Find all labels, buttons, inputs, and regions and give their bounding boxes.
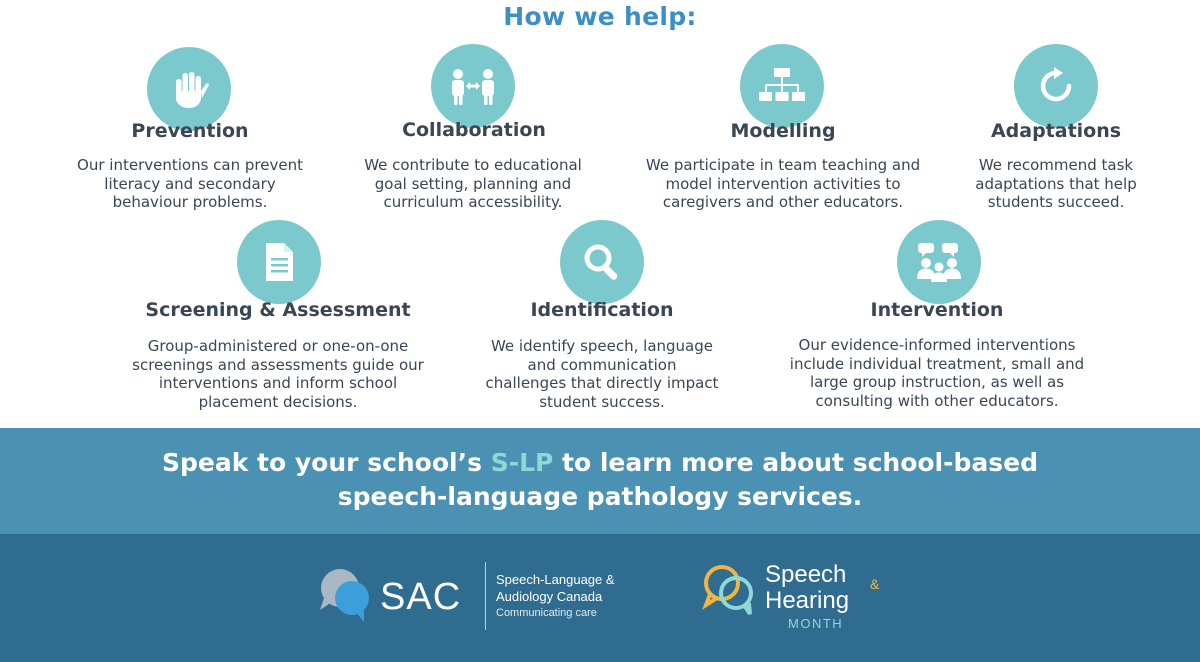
footer-divider	[485, 562, 486, 630]
service-description	[338, 156, 608, 212]
org-chart-icon	[759, 67, 805, 105]
sac-logo-icon	[318, 566, 376, 624]
description-line: student success.	[539, 392, 665, 411]
description-line: large group instruction, as well as	[809, 373, 1065, 391]
month-title-hearing: Hearing	[765, 587, 850, 614]
cta-text: Speak to your school’s	[162, 448, 491, 477]
description-line: model intervention activities to	[665, 174, 901, 193]
description-line: consulting with other educators.	[815, 391, 1059, 410]
description-line: behaviour problems.	[112, 193, 268, 211]
magnifier-icon	[581, 241, 623, 283]
slp-highlight: S-LP	[490, 448, 554, 477]
description-line: Our evidence-informed interventions	[798, 336, 1076, 354]
description-line: We participate in team teaching and	[645, 156, 921, 174]
service-title: Collaboration	[402, 119, 546, 141]
service-description	[762, 336, 1112, 410]
description-line: challenges that directly impact	[485, 374, 719, 392]
service-title: Identification	[530, 299, 674, 321]
service-title: Intervention	[870, 299, 1004, 321]
org-line: Speech-Language &	[496, 572, 615, 587]
description-line: curriculum accessibility.	[383, 193, 563, 211]
description-line: and communication	[527, 355, 677, 374]
month-title-speech: Speech	[765, 561, 847, 588]
description-line: caregivers and other educators.	[662, 193, 904, 211]
prevention-circle	[147, 47, 231, 131]
screening-circle	[237, 220, 321, 304]
description-line: students succeed.	[987, 193, 1125, 211]
people-exchange-icon	[449, 66, 497, 106]
cta-message	[0, 446, 1200, 514]
refresh-icon	[1036, 66, 1076, 106]
description-line: placement decisions.	[198, 392, 358, 411]
description-line: interventions and inform school	[158, 374, 398, 392]
speech-hearing-month-logo-icon	[700, 561, 760, 619]
service-title: Screening & Assessment	[145, 299, 411, 321]
service-title: Modelling	[730, 120, 836, 142]
identification-circle	[560, 220, 644, 304]
modelling-circle	[740, 44, 824, 128]
document-icon	[262, 242, 296, 282]
description-line: literacy and secondary	[104, 174, 276, 193]
hand-icon	[167, 67, 211, 111]
cta-text: to learn more about school-based	[553, 448, 1038, 477]
description-line: We recommend task	[978, 156, 1134, 174]
month-label: MONTH	[788, 616, 844, 631]
service-description	[452, 337, 752, 411]
cta-line-1	[0, 446, 1200, 480]
description-line: We identify speech, language	[490, 337, 713, 355]
service-title: Adaptations	[990, 120, 1122, 142]
description-line: goal setting, planning and	[374, 174, 572, 193]
sac-wordmark: SAC	[380, 576, 462, 618]
description-line: We contribute to educational	[364, 156, 582, 174]
page-title: How we help:	[503, 2, 697, 31]
cta-banner	[0, 428, 1200, 534]
month-ampersand: &	[870, 576, 880, 592]
sac-tagline: Communicating care	[496, 607, 597, 619]
description-line: screenings and assessments guide our	[132, 355, 424, 374]
description-line: include individual treatment, small and	[789, 354, 1085, 373]
collaboration-circle	[431, 44, 515, 128]
service-description	[623, 156, 943, 212]
description-line: Our interventions can prevent	[77, 156, 303, 174]
service-title: Prevention	[131, 120, 249, 142]
service-description	[113, 337, 443, 411]
org-line: Audiology Canada	[496, 589, 603, 604]
adaptations-circle	[1014, 44, 1098, 128]
description-line: adaptations that help	[975, 174, 1137, 193]
service-description	[55, 156, 325, 212]
cta-line-2: speech-language pathology services.	[337, 482, 863, 511]
sac-org-name	[496, 571, 615, 605]
description-line: Group-administered or one-on-one	[147, 337, 409, 355]
intervention-circle	[897, 220, 981, 304]
group-chat-icon	[914, 241, 964, 283]
service-description	[946, 156, 1166, 212]
